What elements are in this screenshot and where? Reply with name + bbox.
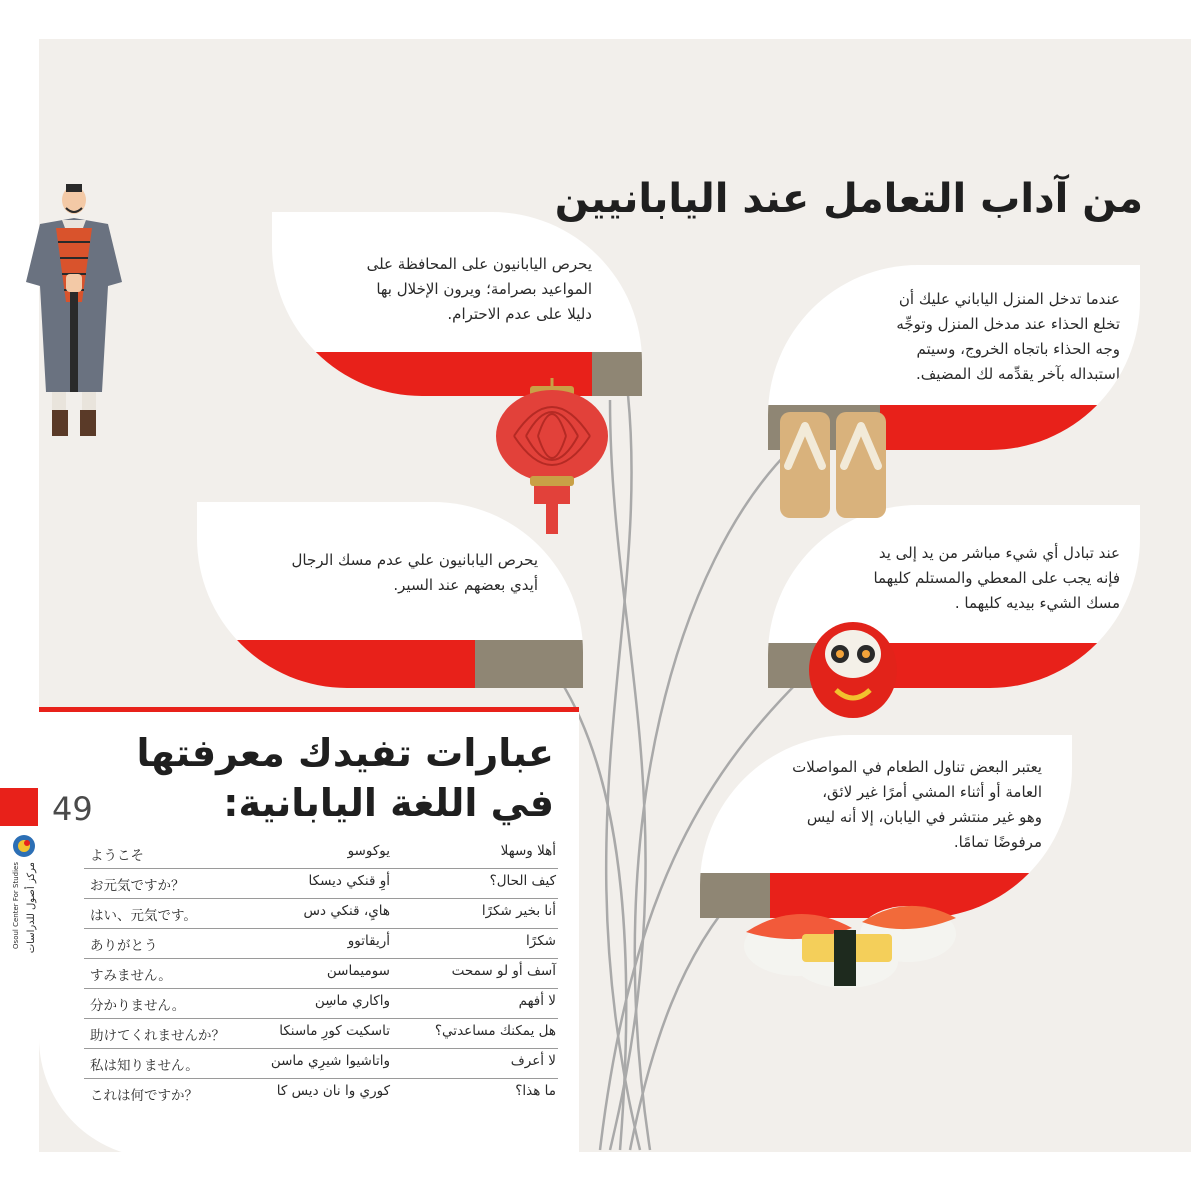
red-band <box>197 640 475 688</box>
phrase-row <box>84 868 558 899</box>
phrase-transliteration: هايِ، قنكي دس <box>303 903 390 919</box>
phrase-transliteration: أريقاتوو <box>347 933 390 949</box>
card-line: مسك الشيء بيديه كليهما . <box>954 594 1120 612</box>
phrase-row <box>84 928 558 959</box>
phrase-japanese: ありがとう <box>90 938 158 954</box>
sushi-icon <box>738 888 960 992</box>
card-line: العامة أو أثناء المشي أمرًا غير لائق، <box>822 783 1042 801</box>
phrase-row <box>84 838 558 869</box>
phrase-row <box>84 1018 558 1049</box>
phrase-transliteration: تاسكيت كورِ ماسنكا <box>279 1023 390 1039</box>
logo-text: مركز أصول للدراسات <box>26 862 37 954</box>
phrase-row <box>84 1048 558 1079</box>
red-band <box>880 405 1140 450</box>
phrase-transliteration: واكاري ماسِن <box>314 993 390 1009</box>
card-line: وهو غير منتشر في اليابان، إلا أنه ليس <box>806 808 1042 826</box>
osoul-logo <box>10 832 38 972</box>
phrase-row <box>84 898 558 929</box>
page-number-tab <box>0 788 38 826</box>
phrase-arabic: أهلا وسهلا <box>500 843 556 859</box>
phrase-japanese: お元気ですか？ <box>90 878 185 894</box>
phrase-japanese: ようこそ <box>90 848 144 864</box>
phrase-transliteration: سوميماسن <box>326 963 390 979</box>
phrase-japanese: はい、元気です。 <box>90 908 197 924</box>
phrase-japanese: 私は知りません。 <box>90 1058 199 1074</box>
card-line: يحرص اليابانيون على المحافظة على <box>366 255 592 273</box>
phrase-arabic: كيف الحال؟ <box>489 873 556 889</box>
phrase-arabic: شكرًا <box>526 933 556 949</box>
card-line: يحرص اليابانيون علي عدم مسك الرجال <box>291 551 538 569</box>
card-line: وجه الحذاء باتجاه الخروج، وسيتم <box>916 340 1120 358</box>
phrase-arabic: آسف أو لو سمحت <box>451 963 556 979</box>
paper-lantern-icon <box>494 378 610 542</box>
card-line: تخلع الحذاء عند مدخل المنزل وتوجِّه <box>896 315 1120 333</box>
main-title: من آداب التعامل عند اليابانيين <box>554 176 1143 222</box>
phrase-transliteration: كوري وا نان ديس كا <box>276 1083 390 1099</box>
card-line: دليلا على عدم الاحترام. <box>447 305 592 323</box>
phrase-japanese: 分かりません。 <box>90 998 186 1014</box>
phrase-arabic: لا أفهم <box>518 993 556 1009</box>
geta-sandals-icon <box>778 410 890 522</box>
phrase-japanese: すみません。 <box>90 968 172 984</box>
olive-band <box>475 640 583 688</box>
phrase-transliteration: أوِ قنكي ديسكا <box>308 873 390 889</box>
card-line: أيدي بعضهم عند السير. <box>393 576 538 594</box>
phrase-transliteration: واتاشيوا شيرِي ماسن <box>270 1053 390 1069</box>
phrase-japanese: 助けてくれませんか？ <box>90 1028 225 1044</box>
card-line: فإنه يجب على المعطي والمستلم كليهما <box>873 569 1120 587</box>
phrase-arabic: أنا بخير شكرًا <box>481 903 556 919</box>
phrase-row <box>84 958 558 989</box>
card-line: مرفوضًا تمامًا. <box>953 833 1042 851</box>
card-line: يعتبر البعض تناول الطعام في المواصلات <box>792 758 1042 776</box>
osoul-logo-icon <box>10 832 38 860</box>
card-line: عند تبادل أي شيء مباشر من يد إلى يد <box>878 544 1120 562</box>
page-number: 49 <box>52 790 93 828</box>
phrase-row <box>84 988 558 1019</box>
daruma-doll-icon <box>806 614 900 720</box>
phrase-arabic: ما هذا؟ <box>515 1083 556 1099</box>
logo-subtext: Osoul Center For Studies <box>12 862 20 949</box>
phrases-title: عبارات تفيدك معرفتها في اللغة اليابانية: <box>136 731 554 825</box>
phrase-arabic: لا أعرف <box>510 1053 556 1069</box>
samurai-illustration <box>22 182 128 440</box>
card-line: المواعيد بصرامة؛ ويرون الإخلال بها <box>376 280 592 298</box>
phrase-transliteration: يوكوسو <box>347 843 390 859</box>
phrase-arabic: هل يمكنك مساعدتي؟ <box>434 1023 556 1039</box>
card-line: استبداله بآخر يقدِّمه لك المضيف. <box>916 365 1120 383</box>
phrase-row <box>84 1078 558 1108</box>
phrase-japanese: これは何ですか？ <box>90 1088 198 1104</box>
card-line: عندما تدخل المنزل الياباني عليك أن <box>898 290 1120 308</box>
